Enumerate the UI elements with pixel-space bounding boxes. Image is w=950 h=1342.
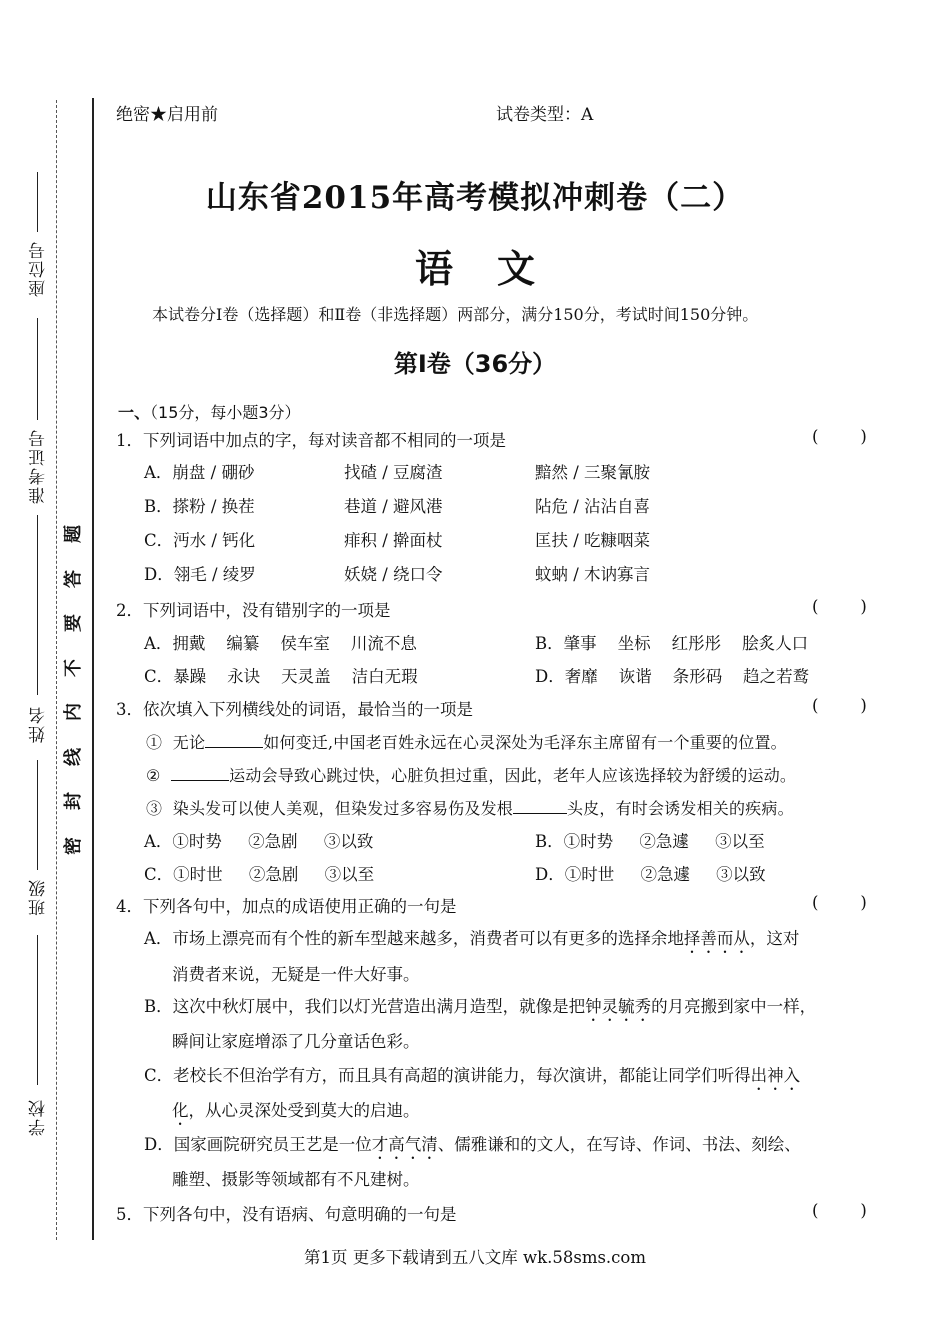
q4-option-d-line-1 <box>144 1131 801 1163</box>
q2-option-b: B．肇事 坐标 红彤彤 脍炙人口 <box>535 634 809 653</box>
q1-option-b-2: 巷道 / 避风港 <box>344 497 443 516</box>
school-label: 学校 <box>29 1098 49 1136</box>
fill-blank <box>205 733 263 748</box>
q1-option-d-3: 蚊蚋 / 木讷寡言 <box>535 565 651 584</box>
q4-option-b-line-2: 瞬间让家庭增添了几分童话色彩。 <box>172 1032 420 1051</box>
answer-paren: ( ) <box>812 597 867 616</box>
q1-option-b-1: B．搽粉 / 换茬 <box>144 497 255 516</box>
question-4-stem: 4．下列各句中，加点的成语使用正确的一句是 <box>116 897 457 916</box>
q4-d-text-end: 、儒雅谦和的文人，在写诗、作词、书法、刻绘、 <box>437 1135 801 1154</box>
q3-option-c: C．①时世 ②急剧 ③以至 <box>144 865 375 884</box>
q1-option-a-3: 黯然 / 三聚氰胺 <box>535 463 651 482</box>
q1-option-a-2: 找碴 / 豆腐渣 <box>344 463 443 482</box>
class-label: 班级 <box>29 878 49 916</box>
q4-option-b-line-1 <box>144 993 816 1025</box>
seal-char: 答 <box>63 569 84 588</box>
q1-option-c-3: 匡扶 / 吃糠咽菜 <box>535 531 651 550</box>
section-heading <box>118 400 301 423</box>
seal-char: 线 <box>63 747 84 766</box>
q4-option-d-line-2: 雕塑、摄影等领域都有不凡建树。 <box>172 1170 420 1189</box>
q4-option-c-line-1 <box>144 1062 800 1094</box>
page-footer: 第1页 更多下载请到五八文库 wk.58sms.com <box>304 1248 646 1267</box>
q3-sentence-1 <box>146 730 787 753</box>
part-title: 第Ⅰ卷（36分） <box>393 350 557 378</box>
exam-id-blank-line <box>37 395 38 420</box>
q1-option-a-1: A．崩盘 / 硼砂 <box>144 463 255 482</box>
q4-d-idiom: 才高气清 <box>371 1135 438 1154</box>
q4-option-c-line-2 <box>172 1097 420 1129</box>
section-label: 一、 <box>118 403 151 422</box>
q4-a-text-end: ，这对 <box>749 929 800 948</box>
q3-s3-start: ③ 染头发可以使人美观，但染发过多容易伤及发根 <box>146 799 513 818</box>
q4-d-text: D．国家画院研究员王艺是一位 <box>144 1135 372 1154</box>
fill-blank <box>513 799 567 814</box>
q3-s3-end: 头皮，有时会诱发相关的疾病。 <box>566 799 794 818</box>
q1-option-c-1: C．沔水 / 钙化 <box>144 531 256 550</box>
q4-a-text: A．市场上漂亮而有个性的新车型越来越多，消费者可以有更多的选择余地 <box>144 929 684 948</box>
q3-option-a: A．①时势 ②急剧 ③以致 <box>144 832 374 851</box>
q4-c-idiom: 出神入 <box>750 1066 801 1085</box>
q4-b-text: B．这次中秋灯展中，我们以灯光营造出满月造型，就像是把 <box>144 997 586 1016</box>
q2-option-a: A．拥戴 编纂 侯车室 川流不息 <box>144 634 417 653</box>
q1-option-b-3: 阽危 / 沾沾自喜 <box>535 497 651 516</box>
question-3-stem: 3．依次填入下列横线处的词语，最恰当的一项是 <box>116 700 473 719</box>
q4-c-idiom-end: 化 <box>172 1101 189 1120</box>
name-label: 姓名 <box>29 705 49 743</box>
seal-char: 不 <box>63 658 84 677</box>
q3-option-d: D．①时世 ②急遽 ③以致 <box>535 865 766 884</box>
q3-s2-start: ② <box>146 766 172 785</box>
exam-id-blank-line-2 <box>37 515 38 695</box>
q3-s2-end: 运动会导致心跳过快，心脏负担过重，因此，老年人应该选择较为舒缓的运动。 <box>229 766 797 785</box>
q2-option-c: C．暴躁 永诀 天灵盖 洁白无瑕 <box>144 667 418 686</box>
seal-line-notice <box>62 525 86 855</box>
answer-paren: ( ) <box>812 696 867 715</box>
q4-option-a-line-1 <box>144 925 799 957</box>
q3-sentence-3 <box>146 796 794 819</box>
seal-char: 要 <box>63 614 84 633</box>
seal-char: 题 <box>63 525 84 543</box>
name-blank-line <box>37 760 38 870</box>
q2-option-d: D．奢靡 诙谐 条形码 趋之若鹜 <box>535 667 810 686</box>
seal-char: 内 <box>63 703 84 722</box>
exam-intro: 本试卷分Ⅰ卷（选择题）和Ⅱ卷（非选择题）两部分，满分150分，考试时间150分钟。 <box>152 305 759 324</box>
answer-paren: ( ) <box>812 427 867 446</box>
q4-c-text: C．老校长不但治学有方，而且具有高超的演讲能力，每次演讲，都能让同学们听得 <box>144 1066 751 1085</box>
seat-label: 座位号 <box>29 240 49 297</box>
question-2-stem: 2．下列词语中，没有错别字的一项是 <box>116 601 391 620</box>
q3-sentence-2 <box>146 763 796 786</box>
paper-type: 试卷类型：A <box>496 105 594 125</box>
q4-b-idiom: 钟灵毓秀 <box>585 997 652 1016</box>
fill-blank <box>171 766 229 781</box>
question-5-stem: 5．下列各句中，没有语病、句意明确的一句是 <box>116 1205 457 1224</box>
q3-s1-end: 如何变迁,中国老百姓永远在心灵深处为毛泽东主席留有一个重要的位置。 <box>263 733 787 752</box>
secret-mark: 绝密★启用前 <box>116 105 218 125</box>
page-title: 山东省2015年高考模拟冲刺卷（二） <box>205 180 745 216</box>
q1-option-d-2: 妖娆 / 绕口令 <box>344 565 443 584</box>
q4-b-text-end: 的月亮搬到家中一样， <box>651 997 817 1016</box>
q1-option-d-1: D．翎毛 / 绫罗 <box>144 565 256 584</box>
exam-id-label: 准考证号 <box>29 428 49 504</box>
class-blank-line <box>37 935 38 1085</box>
question-1-stem: 1．下列词语中加点的字，每对读音都不相同的一项是 <box>116 431 506 450</box>
q3-s1-start: ① 无论 <box>146 733 206 752</box>
q4-c-text-end: ，从心灵深处受到莫大的启迪。 <box>188 1101 420 1120</box>
section-note: （15分，每小题3分） <box>150 403 301 422</box>
q1-option-c-2: 痱积 / 擀面杖 <box>344 531 443 550</box>
seal-char: 封 <box>63 792 84 811</box>
q3-option-b: B．①时势 ②急遽 ③以至 <box>535 832 765 851</box>
seal-char: 密 <box>63 836 84 855</box>
answer-paren: ( ) <box>812 1201 867 1220</box>
answer-paren: ( ) <box>812 893 867 912</box>
q4-option-a-line-2: 消费者来说，无疑是一件大好事。 <box>172 965 420 984</box>
q4-a-idiom: 择善而从 <box>683 929 750 948</box>
subject-title: 语文 <box>414 246 579 291</box>
